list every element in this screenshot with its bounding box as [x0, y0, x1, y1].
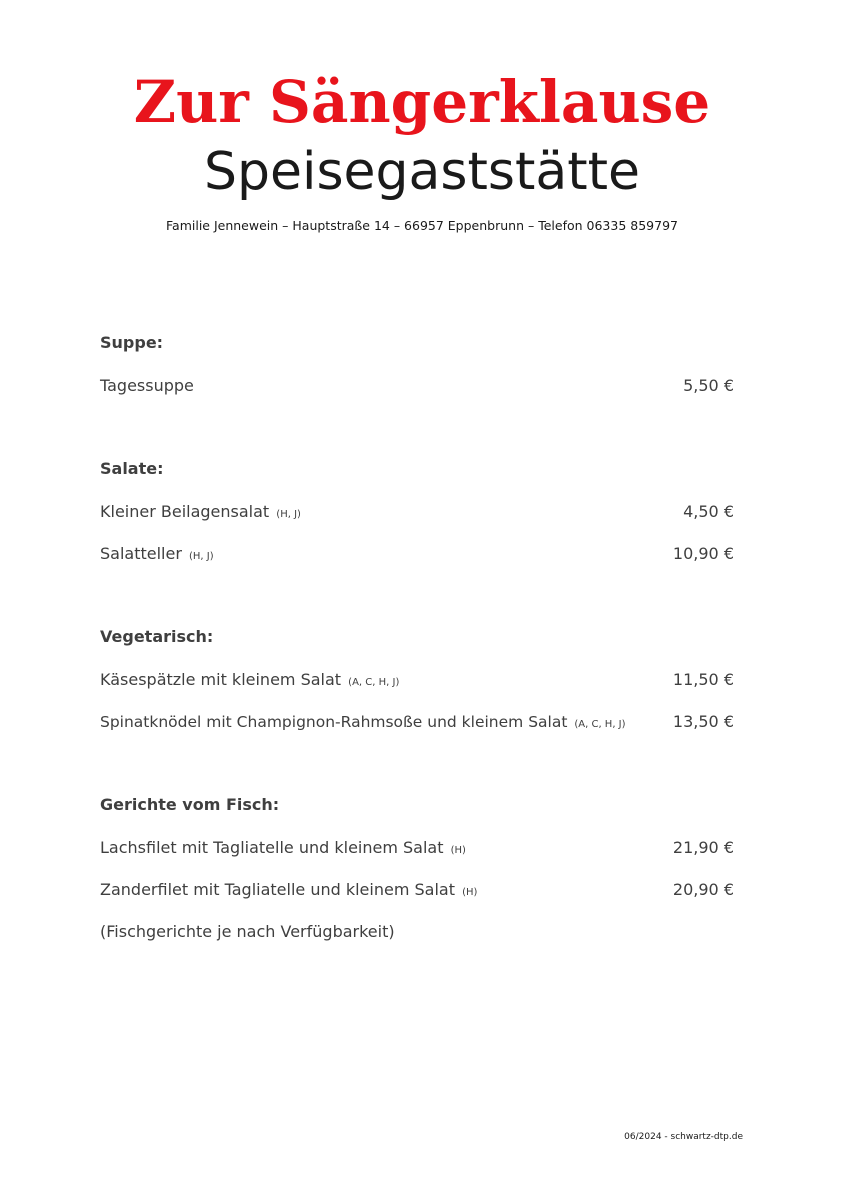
section-heading-salate: Salate:	[100, 459, 164, 478]
section-heading-vegetarisch: Vegetarisch:	[100, 627, 214, 646]
item-price: 4,50 €	[683, 502, 734, 521]
brand-subtitle: Speisegaststätte	[203, 142, 640, 202]
item-name: Spinatknödel mit Champignon-Rahmsoße und kleinem Salat (A, C, H, J)	[100, 713, 626, 731]
item-name: Lachsfilet mit Tagliatelle und kleinem Salat (H)	[100, 838, 466, 857]
menu-item	[100, 542, 734, 566]
item-allergens: (H)	[462, 887, 478, 898]
item-name: Salatteller (H, J)	[100, 544, 214, 563]
section-heading-suppe: Suppe:	[100, 333, 164, 352]
item-price: 5,50 €	[683, 376, 734, 395]
item-name: Kleiner Beilagensalat (H, J)	[100, 502, 301, 521]
menu-item	[100, 878, 734, 902]
item-allergens: (A, C, H, J)	[574, 719, 626, 730]
menu-item	[100, 374, 734, 398]
menu-item	[100, 836, 734, 860]
item-name: Käsespätzle mit kleinem Salat (A, C, H, J)	[100, 670, 400, 689]
item-name: Zanderfilet mit Tagliatelle und kleinem Salat (H)	[100, 880, 478, 899]
footer-credit: 06/2024 - schwartz-dtp.de	[624, 1132, 743, 1142]
menu-item	[100, 500, 734, 524]
item-price: 21,90 €	[672, 838, 734, 857]
item-name: Tagessuppe	[100, 376, 194, 395]
item-price: 20,90 €	[672, 880, 734, 899]
item-price: 10,90 €	[672, 544, 734, 563]
item-price: 11,50 €	[672, 670, 734, 689]
section-heading-fisch: Gerichte vom Fisch:	[100, 795, 280, 814]
address-line: Familie Jennewein – Hauptstraße 14 – 66957 Eppenbrunn – Telefon 06335 859797	[166, 218, 678, 233]
availability-note: (Fischgerichte je nach Verfügbarkeit)	[100, 922, 395, 941]
item-allergens: (H, J)	[189, 551, 214, 562]
item-price: 13,50 €	[672, 712, 734, 731]
menu-item	[100, 710, 734, 734]
menu-item	[100, 668, 734, 692]
item-allergens: (H, J)	[276, 509, 301, 520]
item-allergens: (H)	[450, 845, 466, 856]
brand-title: Zur Sängerklause	[133, 68, 711, 136]
item-allergens: (A, C, H, J)	[348, 677, 400, 688]
